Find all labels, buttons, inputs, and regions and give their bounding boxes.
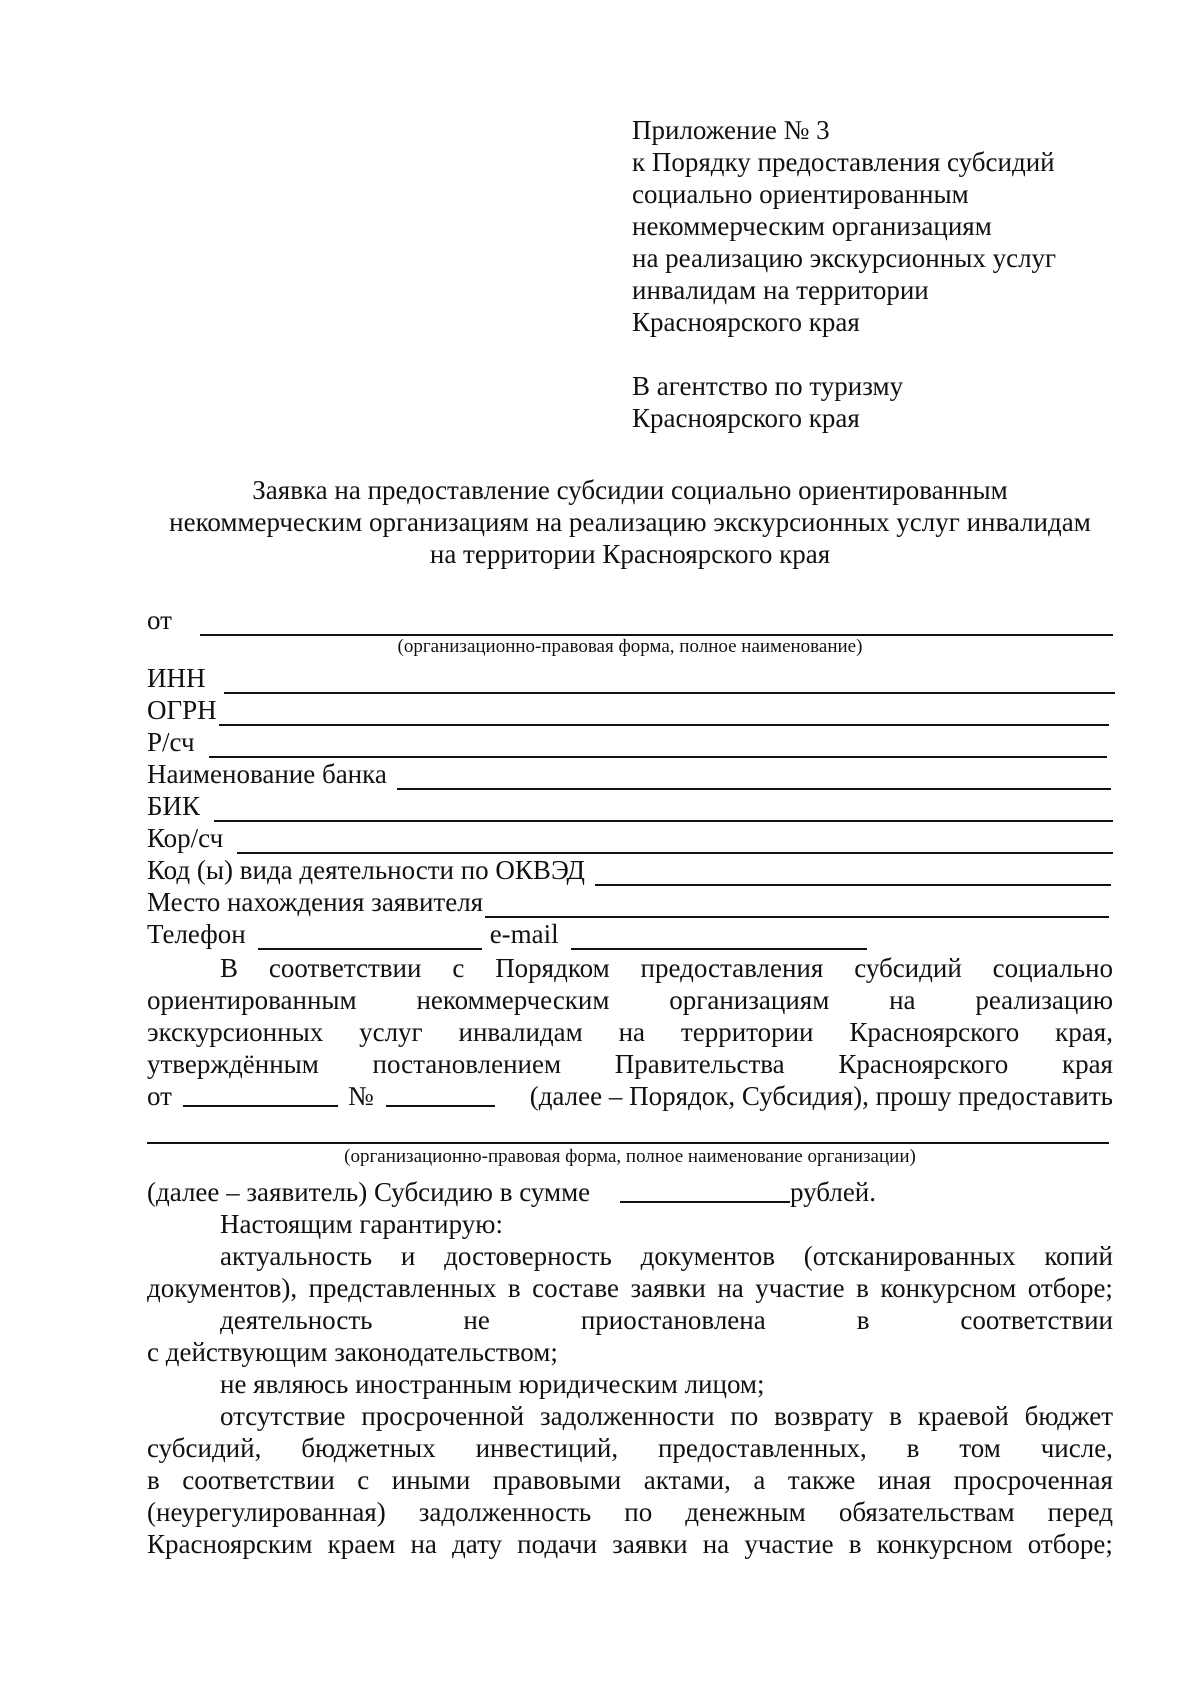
decree-rest-text: (далее – Порядок, Субсидия), прошу предоставить <box>529 1081 1113 1111</box>
guarantee-intro: Настоящим гарантирую: <box>220 1209 503 1239</box>
guarantee-line: в соответствии с иными правовыми актами, а также иная просроченная <box>147 1465 1113 1495</box>
decree-number-blank[interactable] <box>386 1105 495 1107</box>
account-label: Р/сч <box>147 727 195 757</box>
phone-blank[interactable] <box>258 924 482 950</box>
appendix-line: к Порядку предоставления субсидий <box>632 147 1055 177</box>
guarantee-line: актуальность и достоверность документов (отсканированных копий <box>220 1241 1113 1271</box>
bank-name-label: Наименование банка <box>147 759 387 789</box>
guarantee-line: документов), представленных в составе заявки на участие в конкурсном отборе; <box>147 1273 1113 1303</box>
bik-label: БИК <box>147 791 201 821</box>
bank-name-field <box>147 758 1111 790</box>
org-name-blank[interactable] <box>147 1142 1109 1144</box>
location-field <box>147 886 1109 918</box>
inn-label: ИНН <box>147 663 206 693</box>
account-field <box>147 726 1107 758</box>
contacts-field <box>147 918 867 950</box>
bik-blank[interactable] <box>214 796 1113 822</box>
ogrn-blank[interactable] <box>219 700 1109 726</box>
guarantee-line: Красноярским краем на дату подачи заявки на участие в конкурсном отборе; <box>147 1529 1113 1559</box>
guarantee-line: деятельность не приостановлена в соответствии <box>220 1305 1113 1335</box>
sum-blank[interactable] <box>620 1201 790 1203</box>
sum-prefix: (далее – заявитель) Субсидию в сумме <box>147 1177 591 1207</box>
title-line: на территории Красноярского края <box>429 539 831 569</box>
from-field <box>147 604 1113 636</box>
from-caption: (организационно-правовая форма, полное наименование) <box>397 636 863 657</box>
appendix-line: Приложение № 3 <box>632 115 830 145</box>
guarantee-line: с действующим законодательством; <box>147 1337 558 1367</box>
phone-label: Телефон <box>147 919 246 949</box>
paragraph-line: ориентированным некоммерческим организациям на реализацию <box>147 985 1113 1015</box>
account-blank[interactable] <box>209 732 1107 758</box>
location-blank[interactable] <box>485 892 1109 918</box>
guarantee-line: отсутствие просроченной задолженности по возврату в краевой бюджет <box>220 1401 1113 1431</box>
okved-field <box>147 854 1111 886</box>
inn-field <box>147 662 1115 694</box>
ogrn-field <box>147 694 1109 726</box>
sum-suffix: рублей. <box>790 1177 877 1207</box>
decree-from-label: от <box>147 1081 172 1111</box>
title-line: некоммерческим организациям на реализацию экскурсионных услуг инвалидам <box>169 507 1091 537</box>
addressee-line: Красноярского края <box>632 403 860 433</box>
org-name-caption: (организационно-правовая форма, полное наименование организации) <box>344 1146 916 1167</box>
from-label: от <box>147 605 172 635</box>
okved-blank[interactable] <box>595 860 1111 886</box>
appendix-line: инвалидам на территории <box>632 275 929 305</box>
guarantee-line: не являюсь иностранным юридическим лицом; <box>220 1369 765 1399</box>
paragraph-line: утверждённым постановлением Правительства Красноярского края <box>147 1049 1113 1079</box>
from-blank[interactable] <box>200 610 1113 636</box>
decree-date-blank[interactable] <box>183 1105 338 1107</box>
guarantee-line: (неурегулированная) задолженность по денежным обязательствам перед <box>147 1497 1113 1527</box>
okved-label: Код (ы) вида деятельности по ОКВЭД <box>147 855 585 885</box>
corr-account-blank[interactable] <box>237 828 1113 854</box>
ogrn-label: ОГРН <box>147 695 217 725</box>
addressee-line: В агентство по туризму <box>632 371 904 401</box>
paragraph-line: В соответствии с Порядком предоставления субсидий социально <box>220 953 1113 983</box>
guarantee-line: субсидий, бюджетных инвестиций, предоставленных, в том числе, <box>147 1433 1113 1463</box>
title-line: Заявка на предоставление субсидии социально ориентированным <box>252 475 1008 505</box>
appendix-line: некоммерческим организациям <box>632 211 992 241</box>
email-label: e-mail <box>489 919 559 949</box>
email-blank[interactable] <box>571 924 867 950</box>
bik-field <box>147 790 1113 822</box>
bank-name-blank[interactable] <box>397 764 1111 790</box>
decree-number-label: № <box>348 1081 374 1111</box>
paragraph-line: экскурсионных услуг инвалидам на территории Красноярского края, <box>147 1017 1113 1047</box>
corr-account-label: Кор/сч <box>147 823 224 853</box>
appendix-line: Красноярского края <box>632 307 860 337</box>
location-label: Место нахождения заявителя <box>147 887 484 917</box>
appendix-line: на реализацию экскурсионных услуг <box>632 243 1057 273</box>
appendix-line: социально ориентированным <box>632 179 969 209</box>
corr-account-field <box>147 822 1113 854</box>
inn-blank[interactable] <box>224 668 1116 694</box>
